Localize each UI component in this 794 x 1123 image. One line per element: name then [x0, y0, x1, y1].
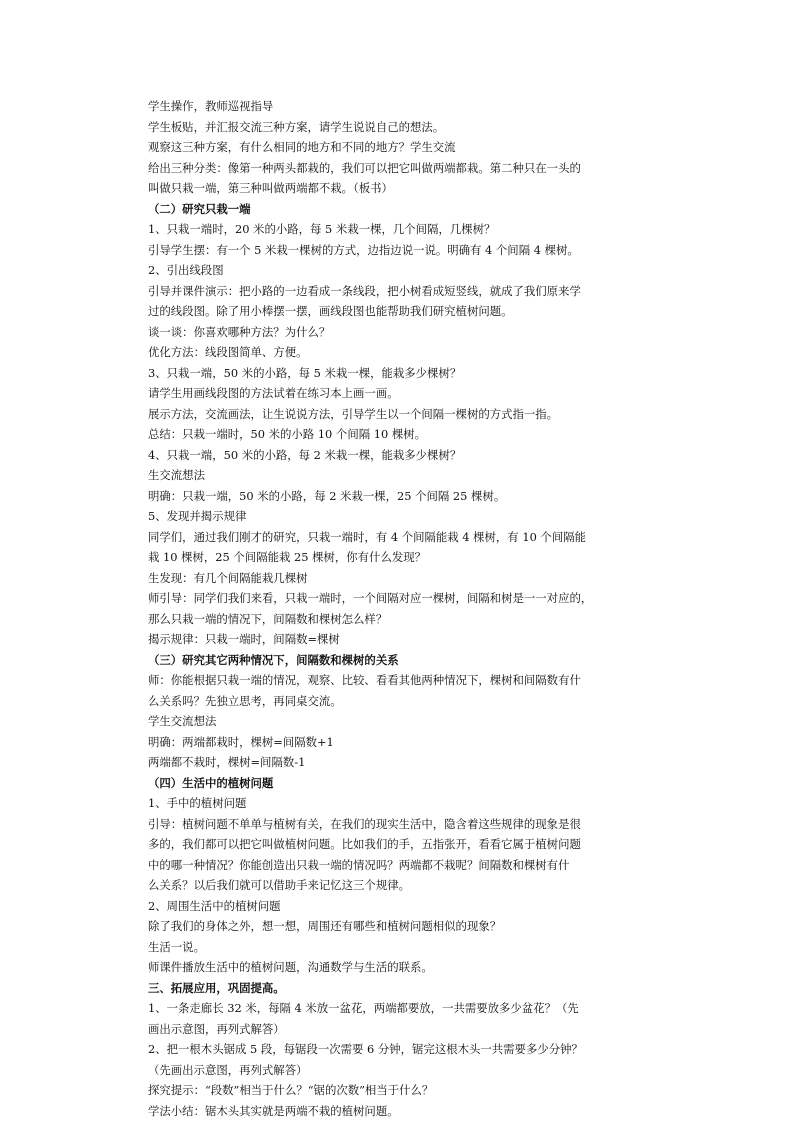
text-line: 师：你能根据只栽一端的情况，观察、比较、看看其他两种情况下，棵树和间隔数有什	[148, 673, 581, 687]
text-line: 1、一条走廊长 32 米，每隔 4 米放一盆花，两端都要放，一共需要放多少盆花？（先	[148, 1001, 579, 1015]
text-line: 师引导：同学们我们来看，只栽一端时，一个间隔对应一棵树，间隔和树是一一对应的，	[148, 591, 593, 605]
text-line: 5、发现并揭示规律	[148, 509, 247, 523]
text-line: 两端都不栽时，棵树=间隔数-1	[148, 755, 306, 769]
text-line: 画出示意图，再列式解答）	[148, 1021, 285, 1036]
text-line: 过的线段图。除了用小棒摆一摆，画线段图也能帮助我们研究植树问题。	[148, 304, 513, 318]
text-line: 生交流想法	[148, 468, 205, 482]
text-line: 学法小结：锯木头其实就是两端不栽的植树问题。	[148, 1103, 399, 1118]
text-line: 探究提示：“段数”相当于什么？“锯的次数”相当于什么？	[148, 1083, 434, 1097]
text-line: 展示方法，交流画法，让生说说方法，引导学生以一个间隔一棵树的方式指一指。	[148, 406, 559, 421]
text-line: 谈一谈：你喜欢哪种方法？为什么？	[148, 324, 331, 339]
text-line: 给出三种分类：像第一种两头都栽的，我们可以把它叫做两端都栽。第二种只在一头的	[148, 160, 581, 175]
text-line: 1、手中的植树问题	[148, 796, 247, 810]
section-heading: （二）研究只栽一端	[148, 201, 251, 216]
text-line: 多的，我们都可以把它叫做植树问题。比如我们的手，五指张开，看看它属于植树问题	[148, 837, 581, 851]
section-heading: 三、拓展应用，巩固提高。	[148, 980, 285, 995]
section-heading: （三）研究其它两种情况下，间隔数和棵树的关系	[148, 652, 399, 667]
text-line: 那么只栽一端的情况下，间隔数和棵树怎么样？	[148, 611, 388, 626]
text-line: 么关系？以后我们就可以借助手来记忆这三个规律。	[148, 878, 410, 892]
text-line: 引导：植树问题不单单与植树有关，在我们的现实生活中，隐含着这些规律的现象是很	[148, 816, 581, 831]
text-line: 1、只栽一端时，20 米的小路，每 5 米栽一棵，几个间隔，几棵树？	[148, 222, 496, 236]
text-line: 2、周围生活中的植树问题	[148, 898, 281, 913]
text-line: 2、把一根木头锯成 5 段，每锯段一次需要 6 分钟，锯完这根木头一共需要多少分钟？	[148, 1042, 583, 1056]
text-line: 4、只栽一端，50 米的小路，每 2 米栽一棵，能栽多少棵树？	[148, 447, 462, 462]
text-line: （先画出示意图，再列式解答）	[148, 1062, 308, 1077]
text-line: 请学生用画线段图的方法试着在练习本上画一画。	[148, 386, 399, 400]
section-heading: （四）生活中的植树问题	[148, 775, 274, 790]
text-line: 引导学生摆：有一个 5 米栽一棵树的方式，边指边说一说。明确有 4 个间隔 4 棵树。	[148, 242, 579, 257]
text-line: 优化方法：线段图简单、方便。	[148, 345, 308, 359]
document-body	[148, 96, 678, 1121]
text-line: 除了我们的身体之外，想一想，周围还有哪些和植树问题相似的现象？	[148, 919, 502, 933]
text-line: 观察这三种方案，有什么相同的地方和不同的地方？学生交流	[148, 140, 456, 154]
text-line: 明确：两端都栽时，棵树=间隔数+1	[148, 734, 334, 749]
text-line: 引导并课件演示：把小路的一边看成一条线段，把小树看成短竖线，就成了我们原来学	[148, 283, 581, 298]
text-line: 3、只栽一端，50 米的小路，每 5 米栽一棵，能栽多少棵树？	[148, 365, 462, 380]
text-line: 中的哪一种情况？你能创造出只栽一端的情况吗？两端都不栽呢？间隔数和棵树有什	[148, 857, 570, 872]
text-line: 2、引出线段图	[148, 263, 224, 277]
text-line: 学生交流想法	[148, 714, 217, 728]
text-line: 生发现：有几个间隔能栽几棵树	[148, 570, 308, 585]
text-line: 同学们，通过我们刚才的研究，只栽一端时，有 4 个间隔能栽 4 棵树，有 10 个间隔能	[148, 529, 586, 544]
text-line: 明确：只栽一端，50 米的小路，每 2 米栽一棵，25 个间隔 25 棵树。	[148, 488, 506, 503]
text-line: 栽 10 棵树，25 个间隔能栽 25 棵树，你有什么发现？	[148, 550, 427, 564]
text-line: 师课件播放生活中的植树问题，沟通数学与生活的联系。	[148, 960, 433, 974]
text-line: 学生板贴，并汇报交流三种方案，请学生说说自己的想法。	[148, 119, 445, 134]
text-line: 叫做只栽一端，第三种叫做两端都不栽。（板书）	[148, 181, 393, 195]
text-line: 么关系吗？先独立思考，再同桌交流。	[148, 693, 342, 708]
text-line: 生活一说。	[148, 939, 205, 954]
text-line: 学生操作，教师巡视指导	[148, 99, 274, 113]
text-line: 揭示规律：只栽一端时，间隔数=棵树	[148, 632, 340, 646]
text-line: 总结：只栽一端时，50 米的小路 10 个间隔 10 棵树。	[148, 427, 427, 441]
